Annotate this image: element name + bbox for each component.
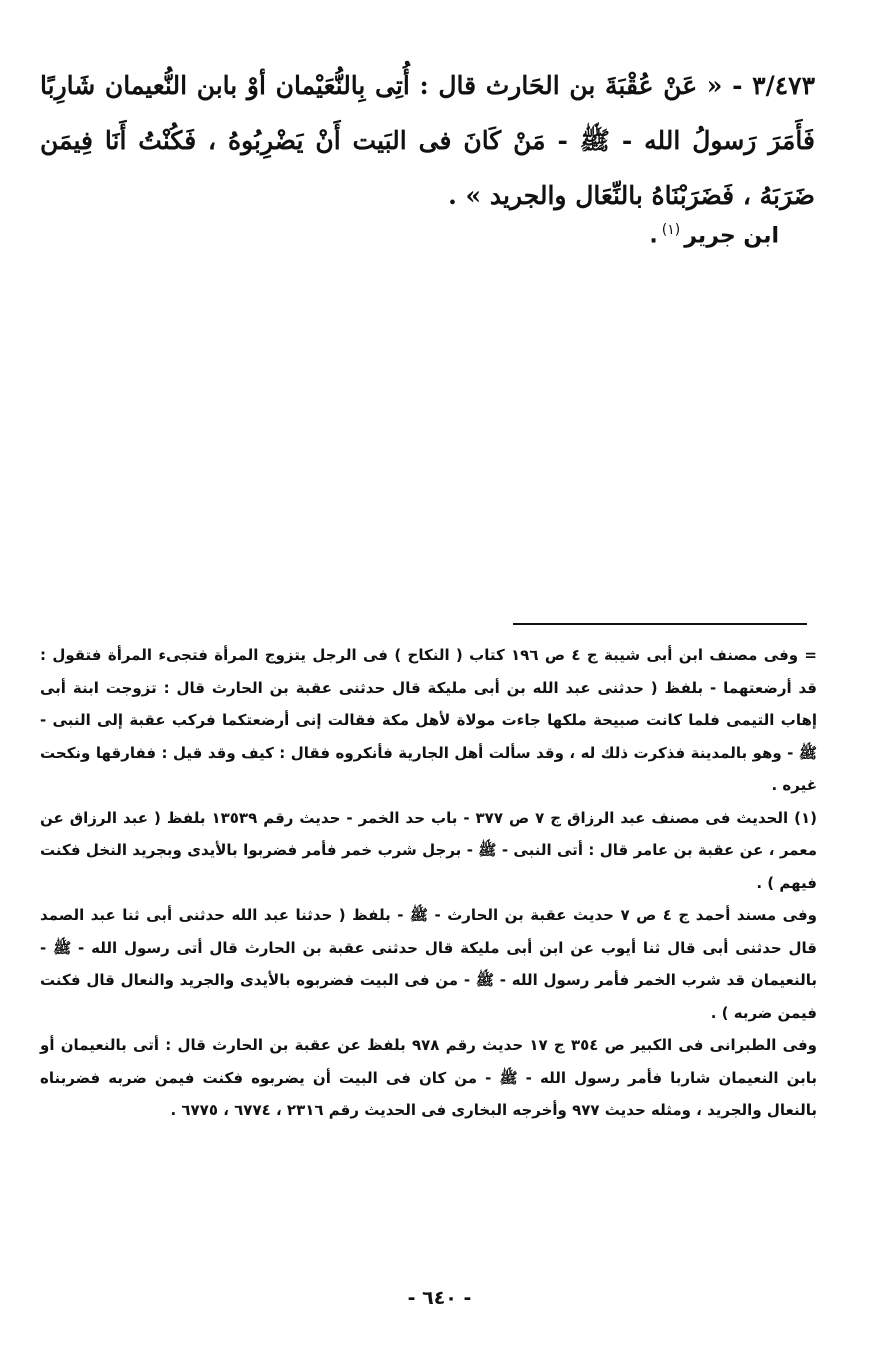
footnote-musnad-ahmad: وفى مسند أحمد ج ٤ ص ٧ حديث عقبة بن الحارث - ﷺ - بلفظ ( حدثنا عبد الله حدثنى أبى ثنا عبد الصمد قال حدثنى أبى قال ثنا أيوب عن ابن أبى مليكة قال حدثنى عقبة بن الحارث قال أتى رسول الله - ﷺ - بالنعيمان قد شرب الخمر فأمر رسول الله - ﷺ - من فى البيت فضربوه بالأيدى والجريد والنعال قال فكنت فيمن ضربه ) . bbox=[40, 906, 817, 1022]
footnote-tabarani: وفى الطبرانى فى الكبير ص ٣٥٤ ج ١٧ حديث رقم ٩٧٨ بلفظ عن عقبة بن الحارث قال : أتى بالنعيمان أو بابن النعيمان شاربا فأمر رسول الله - ﷺ - من كان فى البيت أن يضربوه فكنت فيمن ضربه فضربناه بالنعال والجريد ، ومثله حديث ٩٧٧ وأخرجه البخارى فى الحديث رقم ٢٣١٦ ، ٦٧٧٤ ، ٦٧٧٥ . bbox=[40, 1036, 817, 1119]
footnote-1: (١) الحديث فى مصنف عبد الرزاق ج ٧ ص ٣٧٧ - باب حد الخمر - حديث رقم ١٣٥٣٩ بلفظ ( عبد الرزاق عن معمر ، عن عقبة بن عامر قال : أتى النبى - ﷺ - برجل شرب خمر فأمر فضربوا بالأيدى وبجريد النخل فكنت فيهم ) . bbox=[40, 808, 817, 892]
page-number: - ٦٤٠ - bbox=[407, 1287, 472, 1309]
hadith-text: ٣/٤٧٣ - « عَنْ عُقْبَةَ بن الحَارث قال : أُتِى بِالنُّعَيْمان أوْ بابن النُّعيمان شَارِبًا فَأَمَرَ رَسولُ الله - ﷺ - مَنْ كَانَ فى البَيت أَنْ يَضْرِبُوهُ ، فَكُنْتُ أَنَا فِيمَن ضَرَبَهُ ، فَضَرَبْنَاهُ بالنِّعَال والجريد » . bbox=[40, 71, 815, 210]
source-period: . bbox=[649, 223, 658, 249]
source-name: ابن جرير bbox=[684, 223, 779, 249]
footnotes-section bbox=[40, 639, 817, 1127]
footnote-marker: (١) bbox=[661, 222, 681, 238]
hadith-source bbox=[649, 222, 779, 248]
footnote-continuation: = وفى مصنف ابن أبى شيبة ج ٤ ص ١٩٦ كتاب ( النكاح ) فى الرجل يتزوج المرأة فتجىء المرأة فتقول : قد أرضعتهما - بلفظ ( حدثنى عبد الله بن أبى مليكة قال حدثنى عقبة بن الحارث قال : تزوجت ابنة أبى إهاب التيمى فلما كانت صبيحة ملكها جاءت مولاة لأهل مكة فقالت إنى أرضعتكما فركب عقبة إلى النبى - ﷺ - وهو بالمدينة فذكرت ذلك له ، وقد سألت أهل الجارية فأنكروه فقال : كيف وقد قيل : ففارقها ونكحت غيره . bbox=[40, 646, 817, 794]
footnote-divider bbox=[513, 623, 807, 625]
